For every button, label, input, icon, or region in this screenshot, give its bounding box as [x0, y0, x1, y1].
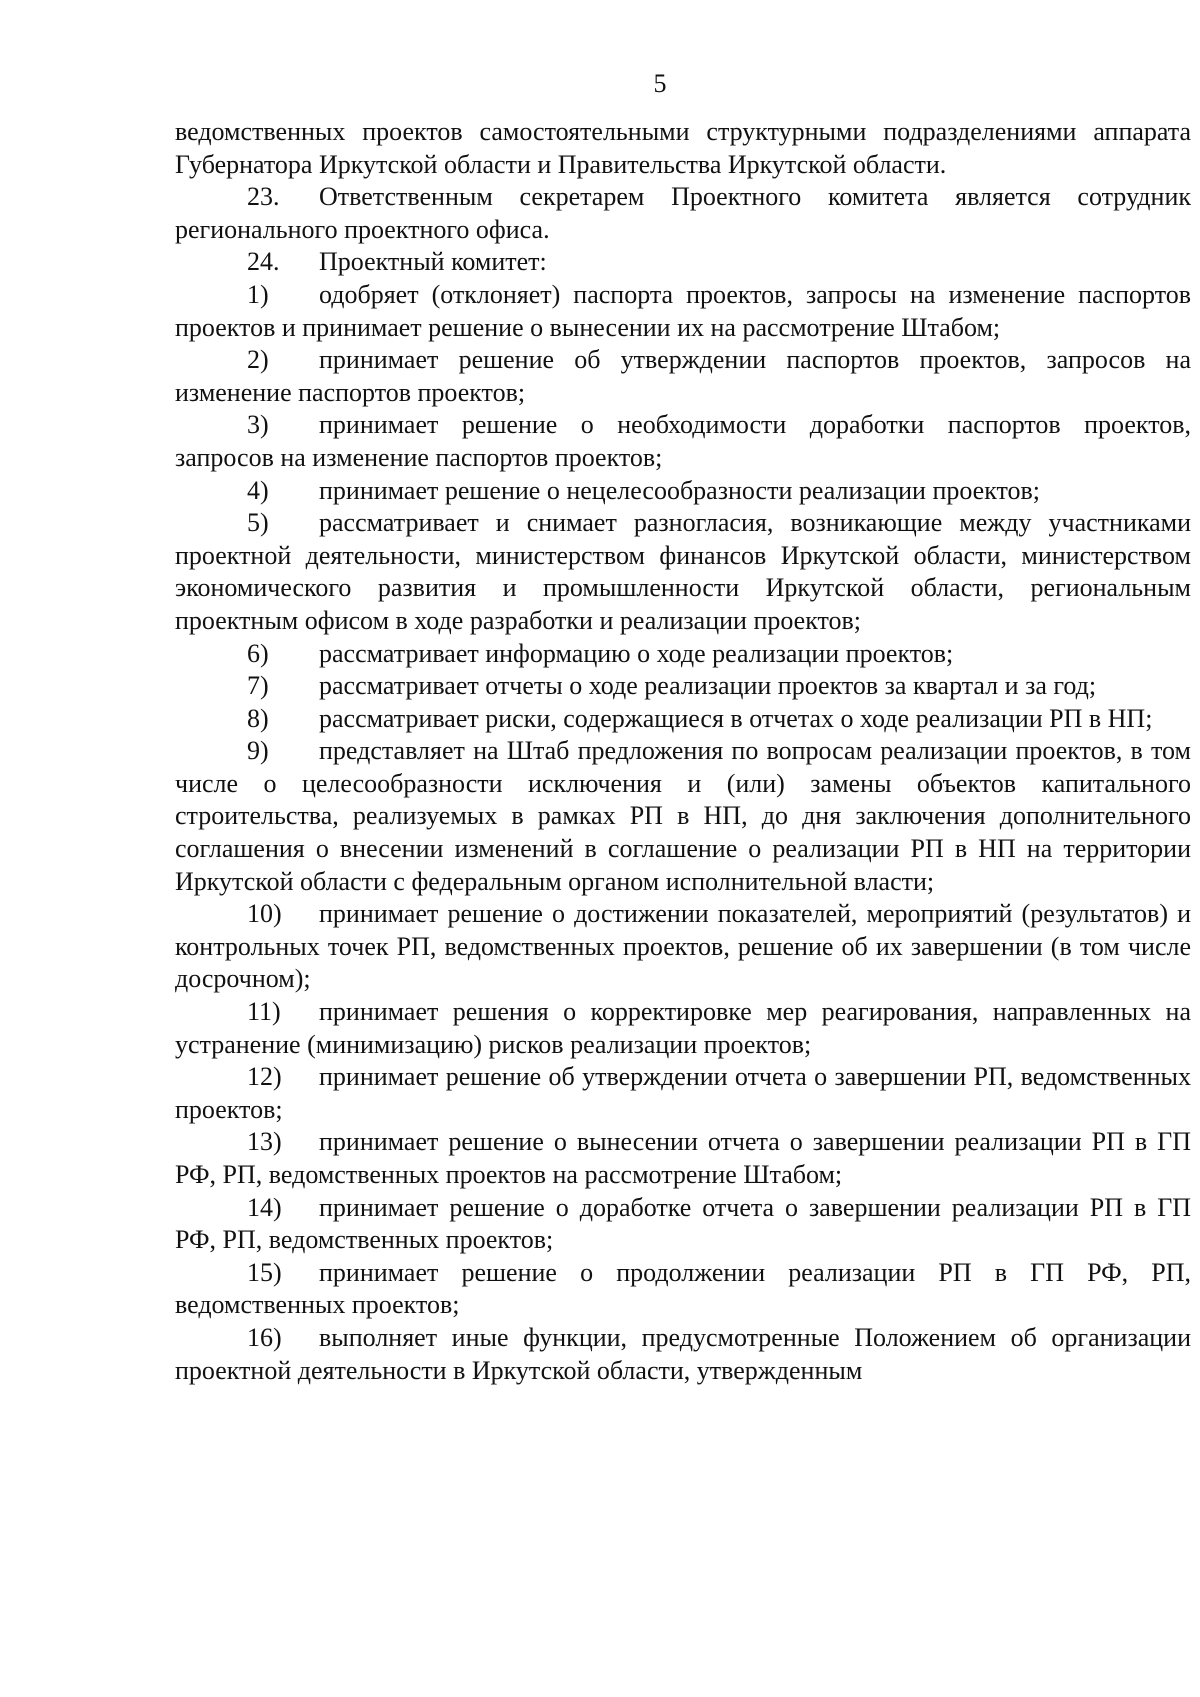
- list-item-text: принимает решение об утверждении паспортов проектов, запросов на изменение паспортов проектов;: [175, 345, 1191, 407]
- list-item-7: [175, 670, 1191, 703]
- list-item-text: представляет на Штаб предложения по вопросам реализации проектов, в том числе о целесообразности исключения и (или) замены объектов капитального строительства, реализуемых в рамках РП в НП, до дня заключения дополнительного соглашения о внесении изменений в соглашение о реализации РП в НП на территории Иркутской области с федеральным органом исполнительной власти;: [175, 736, 1191, 896]
- list-item-text: принимает решение о продолжении реализации РП в ГП РФ, РП, ведомственных проектов;: [175, 1257, 1191, 1320]
- list-item-text: рассматривает риски, содержащиеся в отчетах о ходе реализации РП в НП;: [319, 703, 1153, 733]
- list-item-text: принимает решения о корректировке мер реагирования, направленных на устранение (минимизацию) рисков реализации проектов;: [175, 997, 1191, 1059]
- list-item-number: 12): [247, 1062, 282, 1092]
- page-number: 5: [653, 69, 667, 98]
- list-item-text: принимает решение о достижении показателей, мероприятий (результатов) и контрольных точек РП, ведомственных проектов, решение об их завершении (в том числе досрочном);: [175, 899, 1191, 994]
- document-body: [175, 116, 1191, 1387]
- list-item-text: выполняет иные функции, предусмотренные Положением об организации проектной деятельности в Иркутской области, утвержденным: [175, 1322, 1191, 1385]
- list-item-12: [175, 1061, 1191, 1126]
- list-item-11: [175, 996, 1191, 1061]
- list-item-number: 3): [247, 410, 269, 440]
- paragraph-text: ведомственных проектов самостоятельными структурными подразделениями аппарата Губернатора Иркутской области и Правительства Иркутской области.: [175, 117, 1191, 179]
- list-item-number: 11): [247, 997, 281, 1027]
- list-item-number: 15): [247, 1257, 282, 1287]
- list-item-text: рассматривает информацию о ходе реализации проектов;: [319, 638, 954, 668]
- list-item-number: 9): [247, 736, 269, 766]
- list-item-number: 2): [247, 345, 269, 375]
- list-item-13: [175, 1126, 1191, 1191]
- list-item-15: [175, 1257, 1191, 1322]
- list-item-3: [175, 409, 1191, 474]
- list-item-number: 13): [247, 1127, 282, 1157]
- list-item-5: [175, 507, 1191, 637]
- list-item-text: принимает решение о доработке отчета о завершении реализации РП в ГП РФ, РП, ведомственных проектов;: [175, 1192, 1191, 1255]
- list-item-number: 7): [247, 671, 269, 701]
- paragraph-text: Проектный комитет:: [319, 247, 547, 277]
- list-item-number: 14): [247, 1192, 282, 1222]
- list-item-1: [175, 279, 1191, 344]
- paragraph-continuation: [175, 116, 1191, 181]
- list-item-number: 6): [247, 638, 269, 668]
- paragraph-24: [175, 246, 1191, 279]
- list-item-16: [175, 1322, 1191, 1387]
- list-item-number: 16): [247, 1322, 282, 1352]
- list-item-number: 10): [247, 899, 282, 929]
- paragraph-text: Ответственным секретарем Проектного комитета является сотрудник регионального проектного офиса.: [175, 182, 1191, 244]
- list-item-text: рассматривает отчеты о ходе реализации проектов за квартал и за год;: [319, 671, 1097, 701]
- list-item-9: [175, 735, 1191, 898]
- list-item-text: принимает решение о нецелесообразности реализации проектов;: [319, 475, 1041, 505]
- list-item-14: [175, 1192, 1191, 1257]
- list-item-number: 8): [247, 703, 269, 733]
- paragraph-number: 23.: [247, 182, 280, 212]
- list-item-text: принимает решение о необходимости доработки паспортов проектов, запросов на изменение паспортов проектов;: [175, 410, 1191, 472]
- list-item-text: принимает решение о вынесении отчета о завершении реализации РП в ГП РФ, РП, ведомственных проектов на рассмотрение Штабом;: [175, 1127, 1191, 1189]
- list-item-4: [175, 475, 1191, 508]
- list-item-6: [175, 638, 1191, 671]
- list-item-8: [175, 703, 1191, 736]
- list-item-number: 1): [247, 279, 269, 309]
- list-item-text: одобряет (отклоняет) паспорта проектов, запросы на изменение паспортов проектов и принимает решение о вынесении их на рассмотрение Штабом;: [175, 279, 1191, 342]
- paragraph-number: 24.: [247, 247, 280, 277]
- list-item-text: принимает решение об утверждении отчета о завершении РП, ведомственных проектов;: [175, 1062, 1191, 1124]
- list-item-10: [175, 898, 1191, 996]
- paragraph-23: [175, 181, 1191, 246]
- list-item-number: 4): [247, 475, 269, 505]
- list-item-2: [175, 344, 1191, 409]
- list-item-text: рассматривает и снимает разногласия, возникающие между участниками проектной деятельности, министерством финансов Иркутской области, министерством экономического развития и промышленности Иркутской области, региональным проектным офисом в ходе разработки и реализации проектов;: [175, 508, 1191, 635]
- list-item-number: 5): [247, 508, 269, 538]
